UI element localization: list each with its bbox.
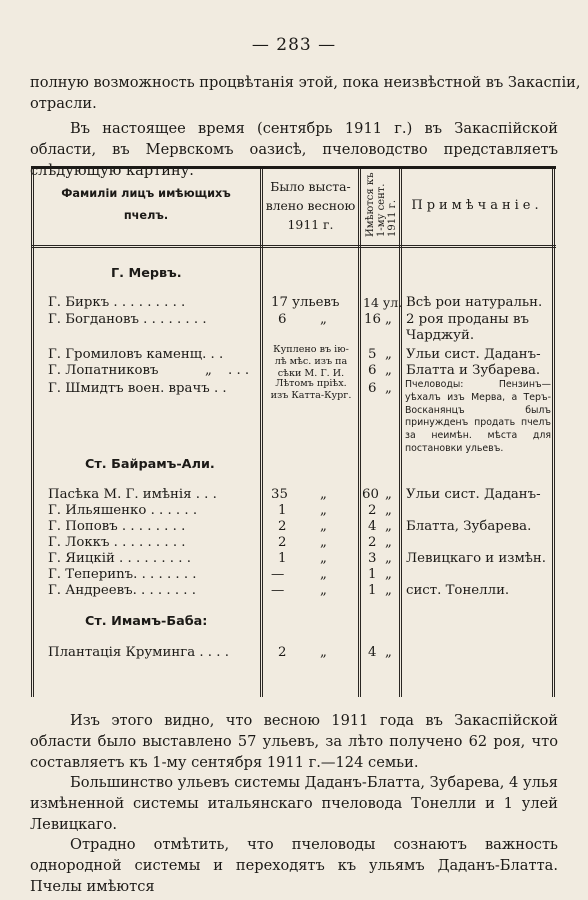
row-name: Г. Яицкій . . . . . . . . . xyxy=(48,551,191,566)
row-ditto: „ xyxy=(385,363,392,378)
row-placed: 6 xyxy=(278,312,287,327)
row-name: Г. Лопатниковъ xyxy=(48,363,159,378)
row-count: 1 xyxy=(368,583,377,598)
row-count: 14 ул. xyxy=(363,295,403,310)
row-ditto: „ xyxy=(385,381,392,396)
row-ditto: „ xyxy=(320,519,327,534)
row-ditto: „ xyxy=(385,347,392,362)
row-ditto: „ xyxy=(385,645,392,660)
row-name: Г. Поповъ . . . . . . . . xyxy=(48,519,186,534)
row-ditto: „ xyxy=(320,503,327,518)
section-merv: Г. Мервъ. xyxy=(111,266,182,281)
header-names: Фамиліи лицъ имѣющихъ пчелъ. xyxy=(61,187,231,222)
intro-line-1: полную возможность процвѣтанія этой, пока неизвѣстной въ Закаспіи, xyxy=(30,74,581,91)
row-count: 3 xyxy=(368,551,377,566)
row-placed: 17 ульевъ xyxy=(271,295,340,310)
row-ditto: „ xyxy=(320,583,327,598)
intro-line-2: отрасли. xyxy=(30,95,97,112)
row-ditto: „ xyxy=(385,583,392,598)
row-ditto: „ xyxy=(385,535,392,550)
row-note: Ульи сист. Даданъ- xyxy=(406,487,541,502)
row-count: 4 xyxy=(368,645,377,660)
row-ditto: „ xyxy=(385,487,392,502)
row-ditto: „ xyxy=(385,503,392,518)
row-placed-note: Куплено въ ію- лѣ мѣс. изъ па сѣки М. Г. И. xyxy=(273,344,349,379)
outro-paragraph-1: Изъ этого видно, что весною 1911 года въ Закаспійской области было выставлено 57 ульевъ, за лѣто получено 62 роя, что составляетъ къ 1-му сентября 1911 г.—124 семьи. xyxy=(30,712,558,771)
row-ditto: „ xyxy=(385,551,392,566)
intro-text-2: Въ настоящее время (сентябрь 1911 г.) въ Закаспійской области, въ Мервскомъ оазисѣ, пчеловодство представляетъ слѣдующую картину. xyxy=(30,120,558,179)
row-ditto: „ xyxy=(205,363,212,378)
row-note: сист. Тонелли. xyxy=(406,583,510,598)
row-name: Г. Громиловъ каменщ. . . xyxy=(48,347,224,362)
row-name: Г. Биркъ . . . . . . . . . xyxy=(48,295,186,310)
row-note-cont: Чарджуй. xyxy=(406,328,475,343)
row-ditto: „ xyxy=(385,312,392,327)
row-name: Г. Локкъ . . . . . . . . . xyxy=(48,535,186,550)
section-bayram-ali: Ст. Байрамъ-Али. xyxy=(85,457,215,472)
header-placed-spring: Было выста- влено весною 1911 г. xyxy=(265,179,356,232)
row-ditto: „ xyxy=(320,487,327,502)
header-notes: Примѣчаніе. xyxy=(411,198,543,213)
page-number: — 283 — xyxy=(251,35,337,55)
row-note: Блатта и Зубарева. xyxy=(406,363,541,378)
row-count: 60 xyxy=(362,487,379,502)
row-ditto: „ xyxy=(320,312,327,327)
row-name: Г. Тепериnъ. . . . . . . . xyxy=(48,567,197,582)
row-count: 2 xyxy=(368,535,377,550)
row-count: 2 xyxy=(368,503,377,518)
row-ditto: „ xyxy=(320,551,327,566)
row-placed: 2 xyxy=(278,519,287,534)
row-count: 16 xyxy=(364,312,381,327)
row-count: 1 xyxy=(368,567,377,582)
row-placed: 2 xyxy=(278,645,287,660)
row-note: Всѣ рои натуральн. xyxy=(406,295,543,310)
section-imam-baba: Ст. Имамъ-Баба: xyxy=(85,614,208,629)
row-ditto: „ xyxy=(385,567,392,582)
row-name: Г. Андреевъ. . . . . . . . xyxy=(48,583,196,598)
row-count: 4 xyxy=(368,519,377,534)
row-count: 6 xyxy=(368,363,377,378)
row-placed-note: Лѣтомъ пріѣх. изъ Катта-Кург. xyxy=(270,378,352,401)
row-placed: — xyxy=(271,567,285,582)
hive-table xyxy=(31,166,556,697)
row-name: Г. Шмидтъ воен. врачъ . . xyxy=(48,381,227,396)
row-name: Плантація Круминга . . . . xyxy=(48,645,229,660)
row-ditto: „ xyxy=(320,535,327,550)
row-name: Пасѣка М. Г. имѣнія . . . xyxy=(48,487,217,502)
outro-paragraph-2: Большинство ульевъ системы Даданъ-Блатта, Зубарева, 4 улья измѣненной системы итальянскаго пчеловода Тонелли и 1 улей Левицкаго. xyxy=(30,774,558,833)
row-name: Г. Ильяшенко . . . . . . xyxy=(48,503,198,518)
row-ditto: „ xyxy=(385,519,392,534)
row-placed: 1 xyxy=(278,503,287,518)
row-note: Ульи сист. Даданъ- xyxy=(406,347,541,362)
row-placed: 35 xyxy=(271,487,288,502)
row-dots: . . . xyxy=(228,363,250,378)
row-note: 2 роя проданы въ xyxy=(406,312,529,327)
row-count: 5 xyxy=(368,347,377,362)
row-note: Левицкаго и измѣн. xyxy=(406,551,546,566)
row-note-long: Пчеловоды: Пензинъ—уѣхалъ изъ Мерва, а Теръ-Восканянцъ былъ принужденъ продать пчелъ за неимѣн. мѣста для постановки ульевъ. xyxy=(405,379,551,454)
row-placed: — xyxy=(271,583,285,598)
intro-paragraph-1 xyxy=(30,72,581,114)
row-ditto: „ xyxy=(320,567,327,582)
row-ditto: „ xyxy=(320,645,327,660)
header-count-sept: Имѣются къ 1-му сент. 1911 г. xyxy=(365,172,398,237)
row-placed: 1 xyxy=(278,551,287,566)
row-count: 6 xyxy=(368,381,377,396)
row-name: Г. Богдановъ . . . . . . . . xyxy=(48,312,207,327)
row-note: Блатта, Зубарева. xyxy=(406,519,532,534)
outro-paragraph-3: Отрадно отмѣтить, что пчеловоды сознаютъ важность однородной системы и переходятъ къ ульямъ Даданъ-Блатта. Пчелы имѣются xyxy=(30,836,558,895)
row-placed: 2 xyxy=(278,535,287,550)
